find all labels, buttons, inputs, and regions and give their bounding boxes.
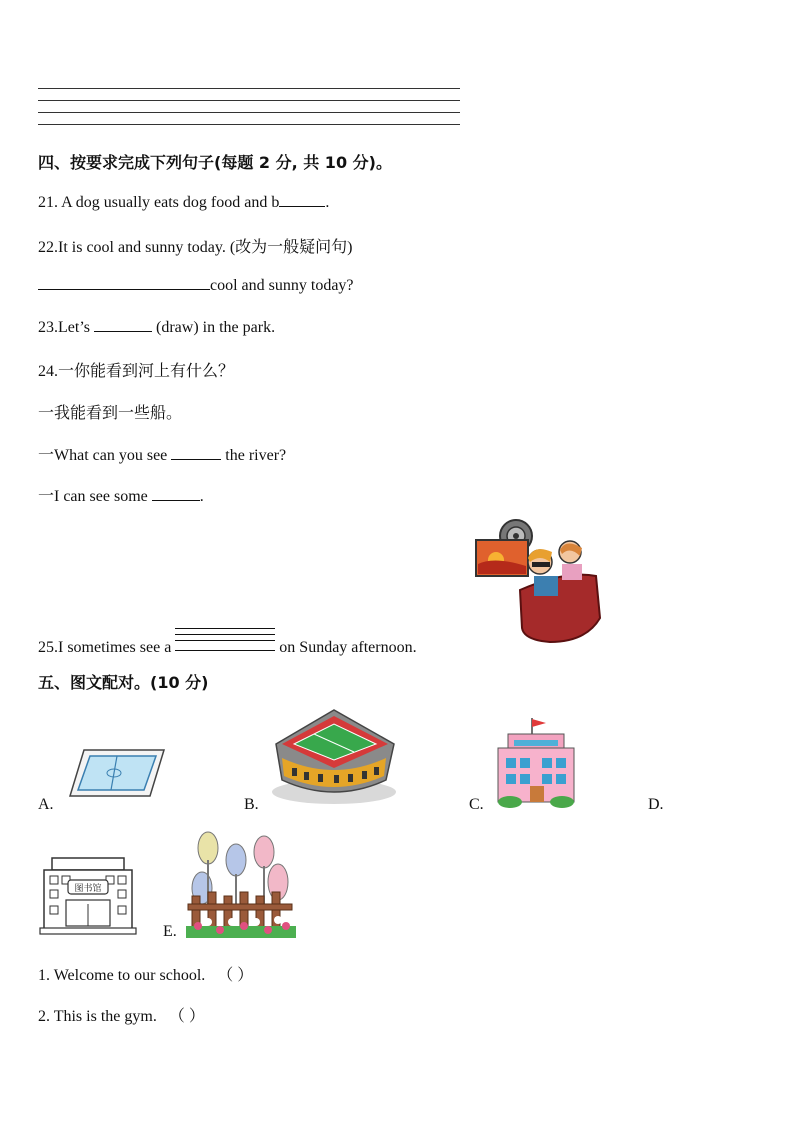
q24-line4-text: 一I can see some	[38, 488, 152, 505]
option-d-label: D.	[648, 796, 664, 813]
mq2-answer-paren[interactable]: （ ）	[168, 1008, 205, 1025]
question-22: 22.It is cool and sunny today. (改为一般疑问句)	[38, 239, 353, 256]
question-21	[38, 192, 329, 212]
q21-end: .	[325, 194, 330, 211]
question-24-line2: 一我能看到一些船。	[38, 405, 183, 422]
stadium-illustration	[268, 708, 402, 808]
question-23	[38, 317, 275, 337]
q25-end: on Sunday afternoon.	[275, 639, 417, 656]
answer-rule-1	[38, 88, 460, 89]
question-25	[38, 628, 417, 657]
question-24-line4	[38, 483, 204, 506]
question-24-line3	[38, 442, 286, 465]
ice-rink-illustration	[64, 744, 170, 802]
mq1-answer-paren[interactable]: （ ）	[217, 967, 254, 984]
q24-blank-2[interactable]	[152, 486, 200, 501]
q24-blank-1[interactable]	[171, 445, 221, 460]
library-sign: 图书馆	[74, 884, 102, 894]
question-24: 24.一你能看到河上有什么？	[38, 363, 235, 380]
matching-question-2	[38, 1003, 205, 1026]
q24-line3-end: the river?	[221, 447, 287, 464]
answer-rule-3	[38, 112, 460, 113]
question-22-answer	[38, 275, 354, 295]
q21-blank[interactable]	[279, 192, 325, 207]
cinema-illustration	[474, 518, 602, 644]
option-e-label: E.	[163, 923, 177, 940]
q23-blank[interactable]	[94, 317, 152, 332]
option-c-label: C.	[469, 796, 484, 813]
q21-text: A dog usually eats dog food and b	[58, 194, 280, 211]
section-4-heading: 四、按要求完成下列句子(每题 2 分, 共 10 分)。	[38, 153, 392, 172]
school-illustration	[496, 716, 578, 808]
q24-line3-text: 一What can you see	[38, 447, 172, 464]
option-a-label: A.	[38, 796, 54, 813]
q23-text: 23.Let’s	[38, 319, 94, 336]
q22-answer-text: cool and sunny today?	[210, 277, 354, 294]
q21-number: 21.	[38, 194, 58, 211]
library-illustration	[38, 856, 138, 936]
garden-illustration	[186, 830, 296, 940]
option-b-label: B.	[244, 796, 259, 813]
mq1-text: 1. Welcome to our school.	[38, 967, 206, 984]
q22-blank[interactable]	[38, 275, 210, 290]
q25-text: 25.I sometimes see a	[38, 639, 176, 656]
section-5-heading: 五、图文配对。(10 分)	[38, 673, 209, 692]
answer-rule-2	[38, 100, 460, 101]
answer-rule-4	[38, 124, 460, 125]
mq2-text: 2. This is the gym.	[38, 1008, 157, 1025]
q23-end: (draw) in the park.	[152, 319, 276, 336]
matching-question-1	[38, 962, 253, 985]
q24-line4-end: .	[199, 488, 204, 505]
q25-blank[interactable]	[175, 628, 275, 656]
